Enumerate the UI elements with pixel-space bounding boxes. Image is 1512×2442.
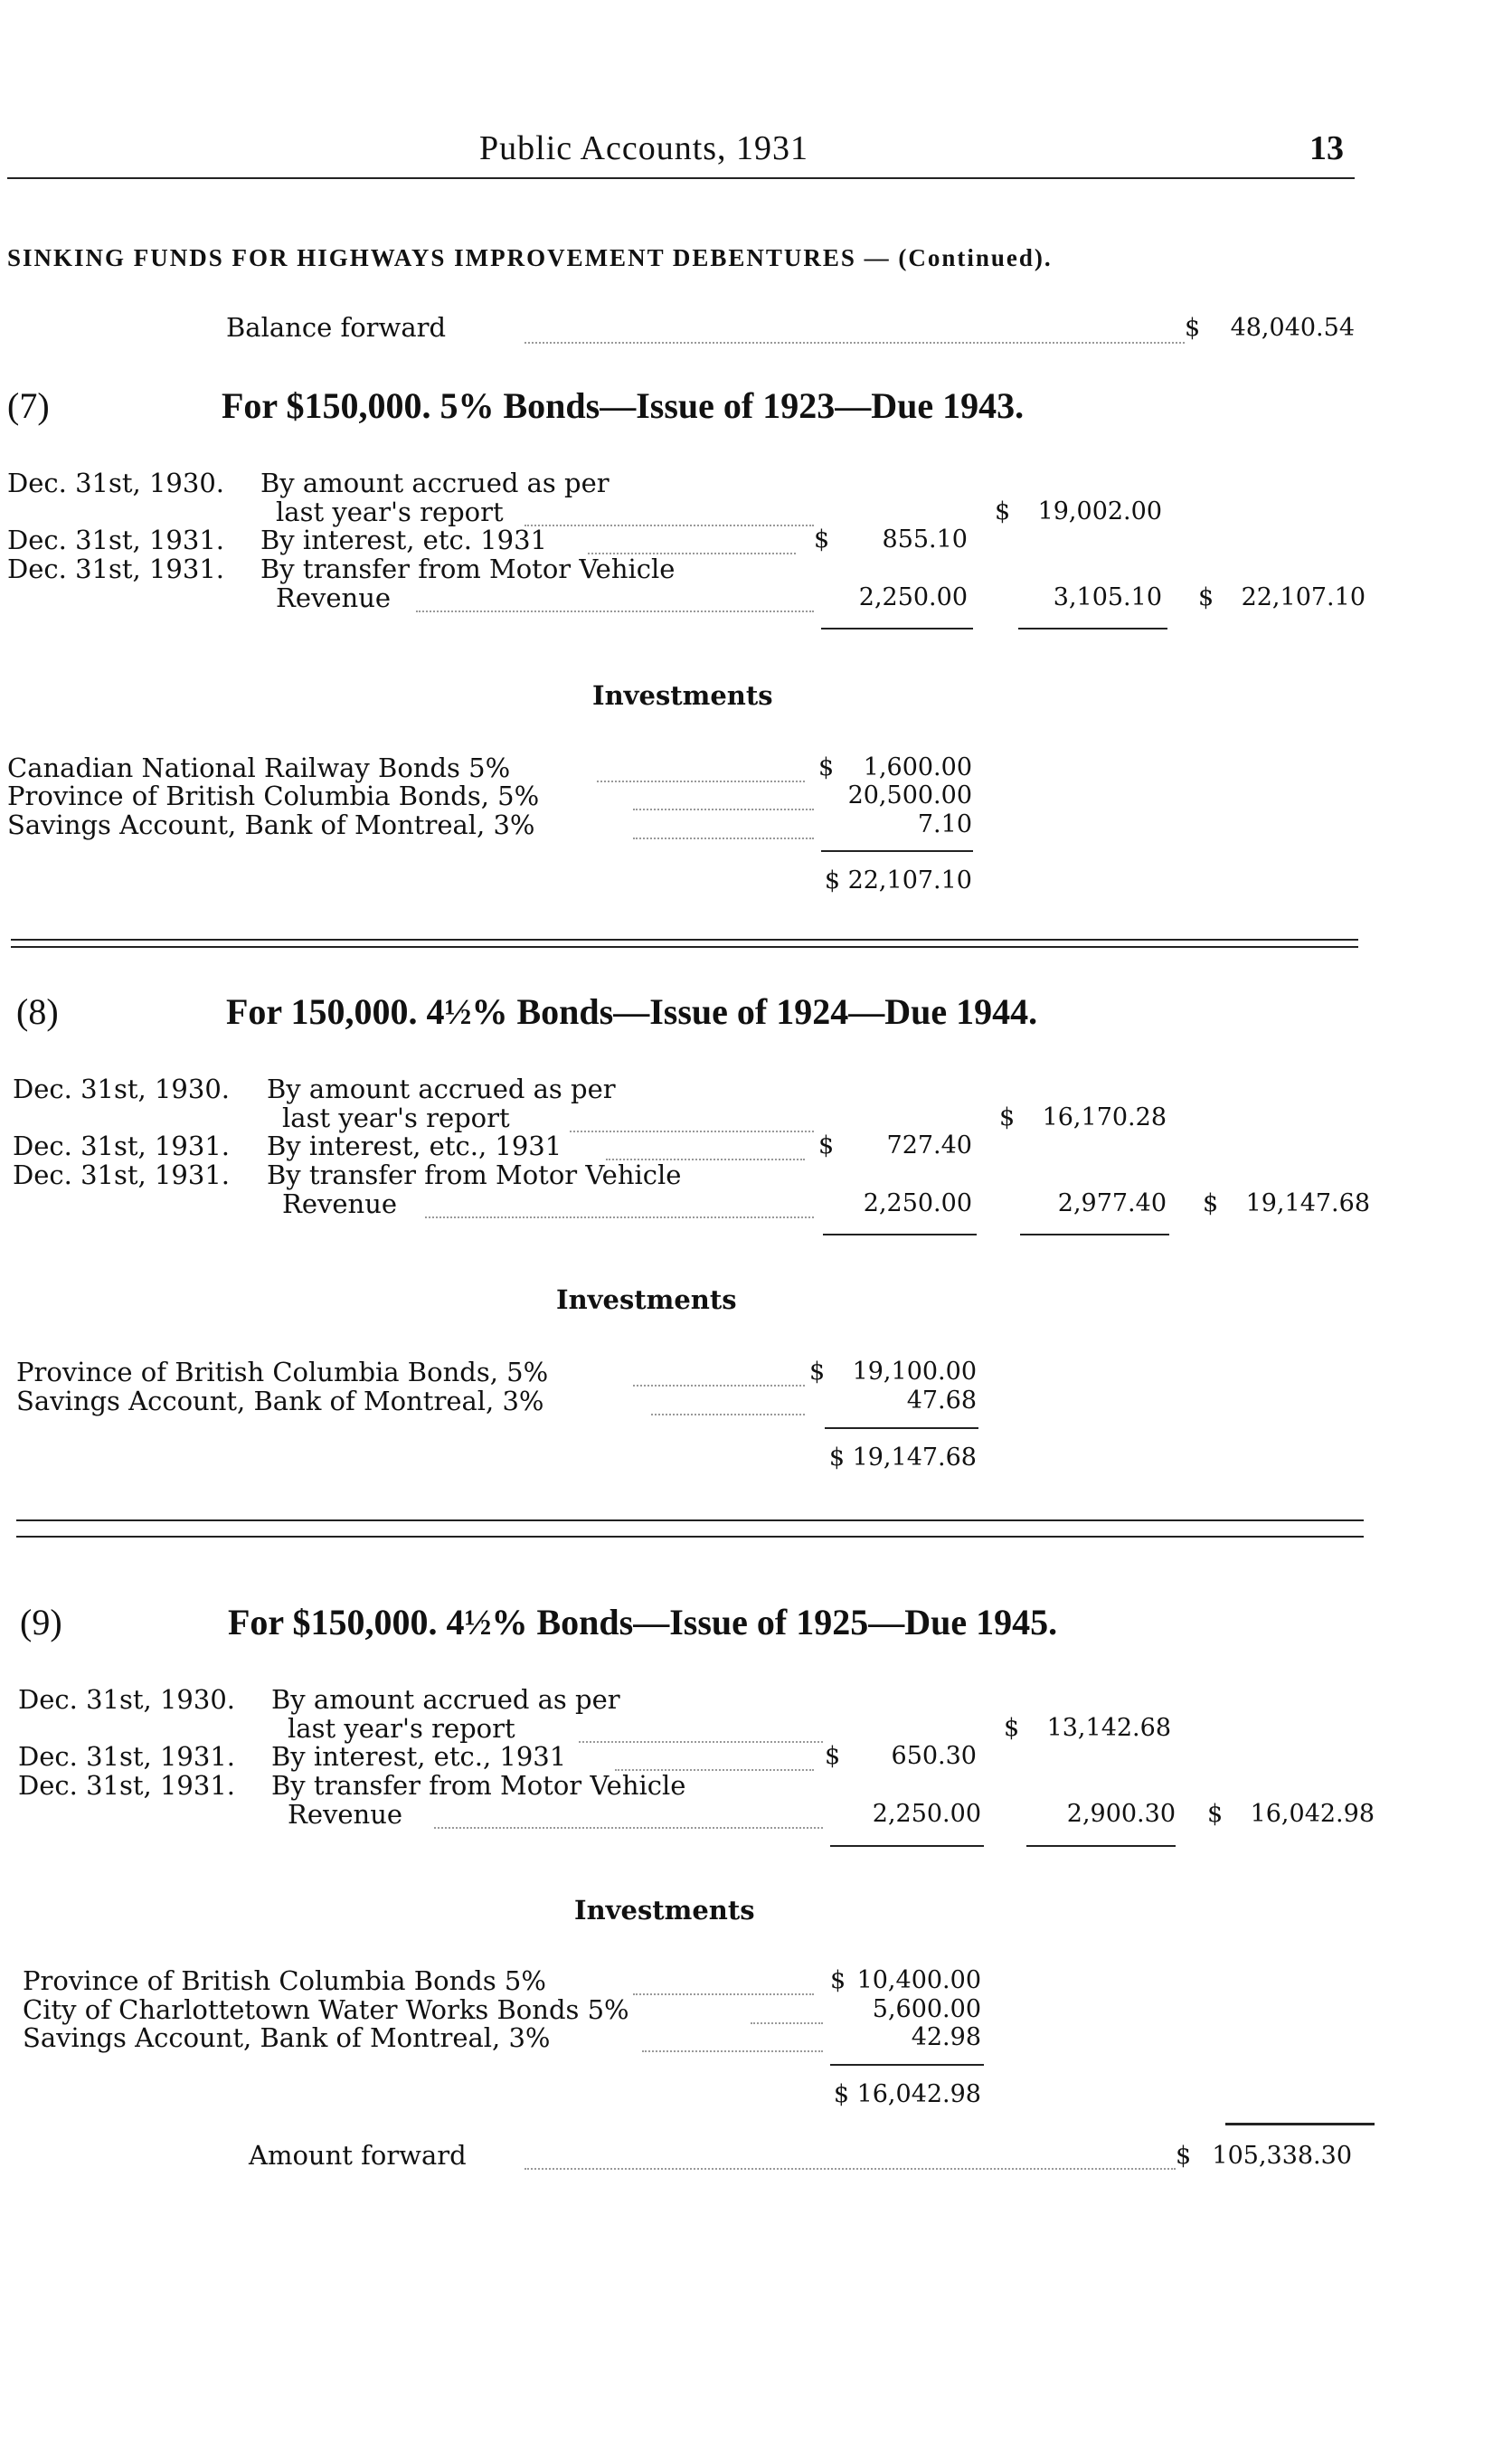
bond-number: (9): [20, 1602, 62, 1642]
col3-amount: 19,147.68: [1245, 1189, 1370, 1217]
section-rule: [16, 1536, 1364, 1538]
page-number: 13: [1309, 129, 1344, 167]
col2-amount: 2,977.40: [1057, 1189, 1167, 1217]
leader-dots: [579, 1741, 823, 1743]
investment-amount: 42.98: [911, 2023, 981, 2051]
entry-description: Revenue: [288, 1799, 403, 1830]
entry-description: Revenue: [282, 1188, 398, 1219]
col3-currency: $: [1203, 1189, 1219, 1217]
entry-description: By interest, etc., 1931: [271, 1741, 567, 1772]
col2-currency: $: [995, 497, 1011, 525]
entry-description: Revenue: [276, 582, 392, 613]
amount-forward-amount: 105,338.30: [1212, 2142, 1352, 2170]
investment-label: Savings Account, Bank of Montreal, 3%: [16, 1386, 544, 1416]
entry-description: By amount accrued as per: [271, 1684, 620, 1715]
section-rule: [11, 939, 1358, 941]
col1-currency: $: [818, 1131, 835, 1159]
investments-heading: Investments: [574, 1895, 755, 1926]
amount-forward-label: Amount forward: [249, 2140, 467, 2171]
investments-total: $ 22,107.10: [824, 866, 972, 894]
leader-dots: [633, 1993, 814, 1995]
section-rule: [16, 1519, 1364, 1521]
col3-amount: 22,107.10: [1241, 583, 1366, 611]
entry-date: Dec. 31st, 1931.: [18, 1770, 235, 1801]
entry-description: By amount accrued as per: [267, 1074, 616, 1104]
leader-dots: [425, 1216, 814, 1218]
leader-dots: [434, 1827, 823, 1829]
col2-amount: 16,170.28: [1042, 1103, 1167, 1131]
col2-currency: $: [999, 1103, 1016, 1131]
col3-currency: $: [1198, 583, 1214, 611]
col1-currency: $: [825, 1742, 841, 1770]
investment-amount: 19,100.00: [852, 1358, 977, 1386]
investment-label: Province of British Columbia Bonds 5%: [23, 1965, 546, 1996]
header-rule: [7, 177, 1355, 179]
col2-amount: 2,900.30: [1066, 1800, 1176, 1828]
balance-forward-amount: 48,040.54: [1230, 314, 1355, 342]
bond-number: (7): [7, 385, 50, 426]
investment-label: City of Charlottetown Water Works Bonds 5%: [23, 1994, 629, 2025]
investment-label: Province of British Columbia Bonds, 5%: [16, 1357, 549, 1387]
col3-amount: 16,042.98: [1250, 1800, 1375, 1828]
leader-dots: [524, 525, 814, 526]
bond-title: For $150,000. 5% Bonds—Issue of 1923—Due 1943.: [222, 385, 1025, 426]
balance-forward-currency: $: [1185, 314, 1201, 342]
subtotal-rule: [823, 1234, 977, 1235]
col2-amount: 3,105.10: [1053, 583, 1162, 611]
investment-amount: 20,500.00: [847, 781, 972, 809]
entry-description: last year's report: [282, 1103, 510, 1133]
subtotal-rule: [1026, 1845, 1176, 1847]
investments-heading: Investments: [556, 1284, 737, 1315]
section-title: SINKING FUNDS FOR HIGHWAYS IMPROVEMENT DEBENTURES — (Continued).: [7, 244, 1053, 271]
col1-currency: $: [814, 525, 830, 554]
subtotal-rule: [821, 628, 973, 629]
subtotal-rule: [830, 1845, 984, 1847]
investment-amount: 1,600.00: [863, 753, 972, 781]
leader-dots: [524, 2168, 1176, 2170]
investment-amount: 47.68: [906, 1387, 977, 1415]
leader-dots: [642, 2050, 823, 2052]
investments-heading: Investments: [592, 680, 773, 711]
entry-date: Dec. 31st, 1930.: [18, 1684, 235, 1715]
col2-amount: 13,142.68: [1046, 1714, 1171, 1742]
balance-forward-label: Balance forward: [226, 312, 447, 343]
amount-forward-currency: $: [1176, 2142, 1192, 2170]
subtotal-rule: [1020, 1234, 1169, 1235]
entry-date: Dec. 31st, 1930.: [7, 468, 224, 498]
leader-dots: [633, 809, 814, 810]
investment-amount: 7.10: [917, 810, 972, 838]
investment-label: Province of British Columbia Bonds, 5%: [7, 781, 540, 811]
col3-currency: $: [1207, 1800, 1224, 1828]
subtotal-rule: [1018, 628, 1167, 629]
leader-dots: [633, 1385, 805, 1387]
entry-description: By transfer from Motor Vehicle: [267, 1159, 682, 1190]
col1-amount: 855.10: [882, 525, 968, 554]
leader-dots: [751, 2022, 823, 2024]
investment-currency: $: [830, 1966, 846, 1994]
leader-dots: [597, 781, 805, 782]
col1-amount: 2,250.00: [858, 583, 968, 611]
investment-label: Canadian National Railway Bonds 5%: [7, 752, 511, 783]
investments-total: $ 16,042.98: [833, 2080, 981, 2108]
leader-dots: [416, 610, 814, 612]
leader-dots: [651, 1414, 805, 1415]
leader-dots: [633, 838, 814, 839]
investment-amount: 10,400.00: [856, 1966, 981, 1994]
investment-label: Savings Account, Bank of Montreal, 3%: [23, 2022, 551, 2053]
entry-date: Dec. 31st, 1930.: [13, 1074, 230, 1104]
entry-description: last year's report: [276, 497, 504, 527]
section-rule: [11, 946, 1358, 948]
entry-date: Dec. 31st, 1931.: [13, 1131, 230, 1161]
page-header-title: Public Accounts, 1931: [479, 129, 809, 167]
entry-description: By transfer from Motor Vehicle: [271, 1770, 686, 1801]
entry-date: Dec. 31st, 1931.: [13, 1159, 230, 1190]
entry-description: By transfer from Motor Vehicle: [260, 554, 676, 584]
investment-amount: 5,600.00: [872, 1995, 981, 2023]
col2-currency: $: [1004, 1714, 1020, 1742]
col1-amount: 650.30: [891, 1742, 977, 1770]
col2-amount: 19,002.00: [1037, 497, 1162, 525]
entry-date: Dec. 31st, 1931.: [7, 525, 224, 555]
entry-description: By amount accrued as per: [260, 468, 610, 498]
col1-amount: 2,250.00: [863, 1189, 972, 1217]
total-rule: [821, 850, 973, 852]
entry-date: Dec. 31st, 1931.: [7, 554, 224, 584]
investment-currency: $: [809, 1358, 826, 1386]
col1-amount: 2,250.00: [872, 1800, 981, 1828]
leader-dots: [524, 342, 1185, 344]
leader-dots: [570, 1131, 814, 1132]
entry-description: last year's report: [288, 1713, 515, 1744]
bond-number: (8): [16, 991, 59, 1032]
entry-description: By interest, etc. 1931: [260, 525, 547, 555]
investments-total: $ 19,147.68: [828, 1443, 977, 1472]
final-rule: [1225, 2123, 1375, 2125]
bond-title: For $150,000. 4½% Bonds—Issue of 1925—Due 1945.: [228, 1602, 1058, 1642]
total-rule: [830, 2064, 984, 2066]
bond-title: For 150,000. 4½% Bonds—Issue of 1924—Due 1944.: [226, 991, 1038, 1032]
total-rule: [825, 1427, 978, 1429]
entry-date: Dec. 31st, 1931.: [18, 1741, 235, 1772]
entry-description: By interest, etc., 1931: [267, 1131, 562, 1161]
col1-amount: 727.40: [886, 1131, 972, 1159]
investment-currency: $: [818, 753, 835, 781]
investment-label: Savings Account, Bank of Montreal, 3%: [7, 809, 535, 840]
